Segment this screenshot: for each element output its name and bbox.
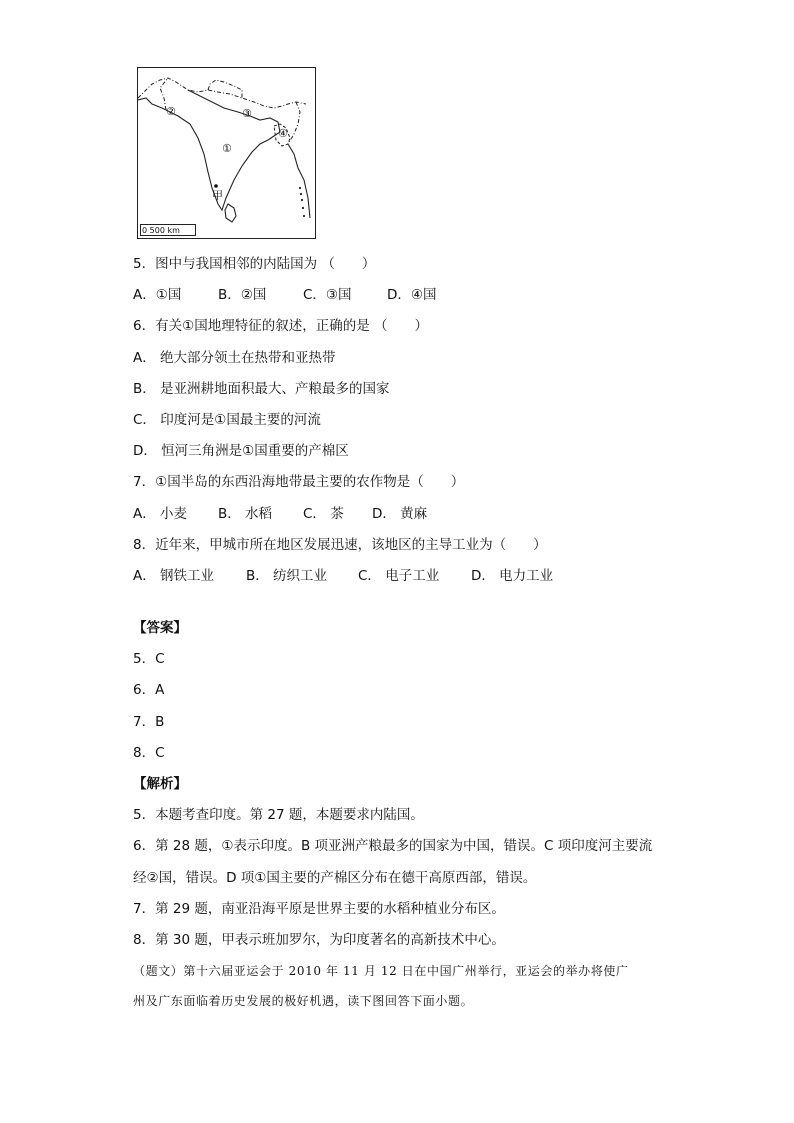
east-border (288, 102, 300, 144)
northern-border (138, 78, 306, 108)
city-dot (214, 184, 218, 188)
q7-option-c: C． 茶 (303, 506, 344, 522)
label-3: ③ (242, 107, 252, 120)
analysis-line: 经②国，错误。D 项①国主要的产棉区分布在德干高原西部，错误。 (133, 870, 537, 886)
nepal-border (208, 80, 242, 98)
q8-option-c: C． 电子工业 (358, 568, 440, 584)
pakistan-coast (138, 98, 166, 110)
analysis-line: 5．本题考查印度。第 27 题，本题要求内陆国。 (133, 807, 424, 823)
sri-lanka (225, 204, 236, 222)
myanmar-coast (288, 144, 310, 218)
label-1: ① (222, 142, 232, 155)
question-6-stem: 6．有关①国地理特征的叙述，正确的是 （ ） (133, 318, 428, 334)
q8-option-a: A． 钢铁工业 (133, 568, 215, 584)
analysis-line: 7．第 29 题，南亚沿海平原是世界主要的水稻种植业分布区。 (133, 901, 505, 917)
label-4: ④ (278, 127, 288, 140)
city-label: 甲 (212, 189, 223, 202)
answer-7: 7．B (133, 714, 165, 730)
q8-option-b: B． 纺织工业 (246, 568, 328, 584)
question-5-stem: 5．图中与我国相邻的内陆国为 （ ） (133, 256, 376, 272)
q7-option-a: A． 小麦 (133, 506, 188, 522)
q7-option-b: B． 水稻 (218, 506, 273, 522)
q7-option-d: D． 黄麻 (372, 506, 428, 522)
q6-option-a: A． 绝大部分领土在热带和亚热带 (133, 350, 336, 366)
answer-header: 【答案】 (133, 620, 187, 636)
answer-6: 6．A (133, 682, 165, 698)
label-2: ② (166, 105, 176, 118)
answer-5: 5．C (133, 651, 165, 667)
analysis-header: 【解析】 (133, 776, 187, 792)
scale-bar: 0 500 km (140, 224, 196, 236)
next-question-line: （题文）第十六届亚运会于 2010 年 11 月 12 日在中国广州举行，亚运会的举办将使广 (133, 964, 629, 978)
question-7-stem: 7．①国半岛的东西沿海地带最主要的农作物是（ ） (133, 474, 465, 490)
q5-option-a: A．①国 (133, 287, 182, 303)
q6-option-c: C． 印度河是①国最主要的河流 (133, 412, 321, 428)
q5-option-b: B．②国 (218, 287, 267, 303)
q6-option-b: B． 是亚洲耕地面积最大、产粮最多的国家 (133, 381, 390, 397)
question-8-stem: 8．近年来，甲城市所在地区发展迅速，该地区的主导工业为（ ） (133, 537, 547, 553)
answer-8: 8．C (133, 745, 165, 761)
next-question-line: 州及广东面临着历史发展的极好机遇，读下图回答下面小题。 (133, 994, 474, 1008)
q6-option-d: D． 恒河三角洲是①国重要的产棉区 (133, 443, 349, 459)
q5-option-c: C．③国 (303, 287, 352, 303)
south-asia-map (137, 67, 316, 239)
q8-option-d: D． 电力工业 (471, 568, 554, 584)
analysis-line: 8．第 30 题，甲表示班加罗尔，为印度著名的高新技术中心。 (133, 932, 505, 948)
analysis-line: 6．第 28 题，①表示印度。B 项亚洲产粮最多的国家为中国，错误。C 项印度河主要流 (133, 838, 653, 854)
q5-option-d: D．④国 (387, 287, 437, 303)
